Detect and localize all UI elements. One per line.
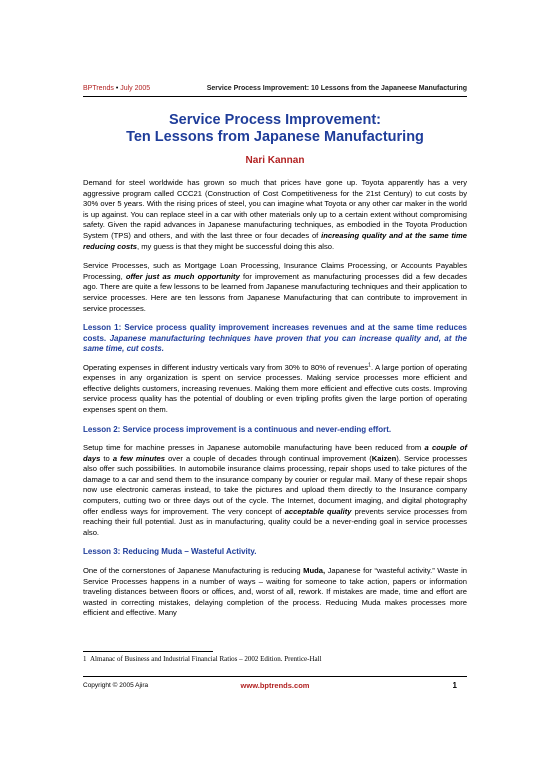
running-header [83,84,467,93]
kaizen-term: Kaizen [371,453,397,463]
page-footer [83,681,467,691]
footer-rule [83,676,467,677]
lesson-2-paragraph: Setup time for machine presses in Japanese automobile manufacturing have been reduced from a couple of days to a few minutes over a couple of decades through continual improvement (Kaizen). Service processes also offer such possibilities. In automobile insurance claims processing, repair shops used to take pictures of the damage to a car and send them to the insurance company by courier or regular mail. Many of these repair shops now use electronic cameras instead, to take the pictures and upload them directly to the Insurance company computers, cutting two or three days out of the cycle. The Internet, document imaging, and digital photography offer endless ways for improvement. The very concept of acceptable quality prevents service processes from reaching their full potential. Just as in manufacturing, quality could be a never-ending goal in service processes also. [83,443,468,537]
emphasis-opportunity: offer just as much opportunity [125,271,240,281]
lesson-1-paragraph: Operating expenses in different industry verticals vary from 30% to 80% of revenues$^1$. A large portion of operating expenses in any organization is spent on service processes. Making service processes more efficient and effective delights customers, increasing revenues. Making them more efficient and effective cuts costs. Improving service process quality has the potential of doubling or even tripling profits given the large portion of operating expenses spent on them. [83,362,467,414]
lesson-3-heading: Lesson 3: Reducing Muda – Wasteful Activity. [83,547,257,557]
article-body [83,178,467,628]
footnote-rule [83,651,213,652]
author-name: Nari Kannan [245,155,305,166]
footnote-reference[interactable]: 1 [368,362,371,369]
intro-paragraph-1: Demand for steel worldwide has grown so much that prices have gone up. Toyota apparently has a very aggressive program called CCC21 (Construction of Cost Competitiveness for the 21st Century) to cut costs by 30% over 5 years. With the rising prices of steel, you can imagine what Toyota or any other car maker in the world is up against. You can replace steel in a car with other materials only up to a certain extent without compromising safety. Given the rapid advances in Japanese manufacturing techniques, as embodied in the Toyota Production System (TPS) and others, and with the last three or four decades of increasing quality and at the same time reducing costs, my guess is that they might be successful doing this also. [83,178,467,251]
footnote-number: 1 [83,655,87,663]
title-line-2: Ten Lessons from Japanese Manufacturing [126,129,424,145]
muda-term: Muda, [303,565,326,575]
lesson-1-heading: Lesson 1: Service process quality improvement increases revenues and at the same time reduces costs. Japanese manufacturing techniques have proven that you can increase quality and, at the same time, cut costs. [83,323,467,354]
title-line-1: Service Process Improvement: [169,112,381,128]
intro-paragraph-2: Service Processes, such as Mortgage Loan Processing, Insurance Claims Processing, or Accounts Payables Processing, offer just as much opportunity for improvement as manufacturing processes did a few decades ago. There are quite a few lessons to be learned from Japanese manufacturing techniques and their application to service processes. Here are ten lessons from Japanese Manufacturing that can contribute to improvement in service processes. [83,261,467,313]
header-rule [83,96,467,97]
footnote [83,655,467,664]
header-running-title: Service Process Improvement: 10 Lessons from the Japaneese Manufacturing [206,85,467,92]
header-brand: BPTrends [83,85,114,92]
header-separator: • [113,85,121,92]
lesson-3-paragraph: One of the cornerstones of Japanese Manufacturing is reducing Muda, Japanese for “wasteful activity.” Waste in Service Processes happens in a number of ways – waiting for someone to take action, papers or information traveling distances between floors or offices, and, worst of all, rework. If mistakes are made, time and effort are wasted in correcting mistakes, delaying completion of the process. Reducing Muda makes processes more efficient and effective. Many [83,565,467,618]
lesson-2-heading: Lesson 2: Service process improvement is a continuous and never-ending effort. [83,424,392,434]
header-date: July 2005 [120,85,151,92]
page-number: 1 [452,681,457,690]
footer-copyright: Copyright © 2005 Ajira [83,682,149,689]
lesson-1-emphasis: Japanese manufacturing techniques have proven that you can increase quality and, at the same time, cut costs. [83,333,467,354]
emphasis-quality-costs: increasing quality and at the same time reducing costs [83,230,467,251]
footer-website-link[interactable]: www.bptrends.com [240,681,310,690]
page-title [83,112,467,146]
footnote-text: Almanac of Business and Industrial Financial Ratios – 2002 Edition. Prentice-Hall [90,655,322,663]
